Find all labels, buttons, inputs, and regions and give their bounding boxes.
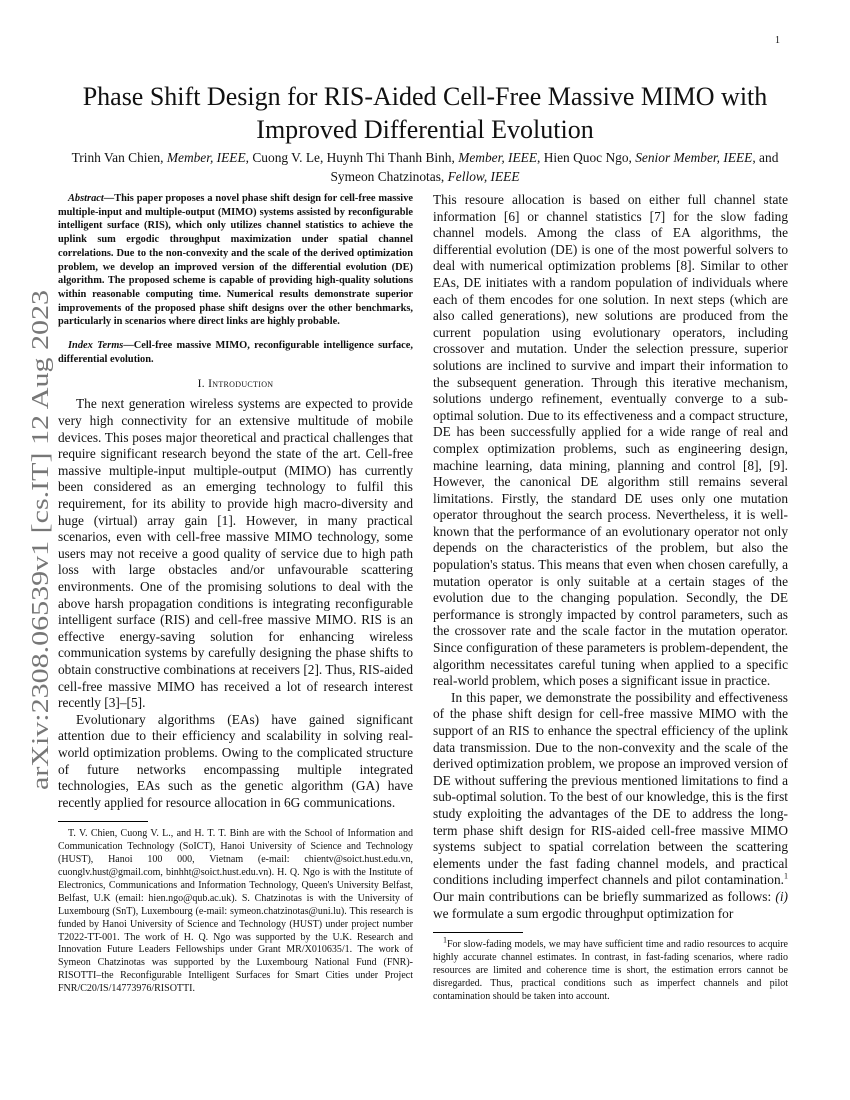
paper-title: Phase Shift Design for RIS-Aided Cell-Free Massive MIMO with Improved Differential Evolution: [82, 82, 768, 144]
arxiv-identifier-stamp: [18, 290, 58, 790]
author-membership: Member, IEEE: [458, 150, 538, 165]
abstract-label: Abstract: [68, 193, 104, 204]
list-item-marker: (i): [775, 888, 788, 904]
footnote-1: [433, 935, 788, 1004]
author-name: , and Symeon Chatzinotas,: [330, 150, 779, 184]
footnote-marker: 1: [784, 871, 788, 881]
author-name: , Hien Quoc Ngo,: [537, 150, 636, 165]
abstract: [58, 192, 413, 329]
left-column: [58, 192, 413, 996]
index-terms: [58, 339, 413, 366]
author-name: Trinh Van Chien,: [71, 150, 167, 165]
paragraph-text: we formulate a sum ergodic throughput optimization for: [433, 905, 734, 921]
arxiv-stamp-text: arXiv:2308.06539v1 [cs.IT] 12 Aug 2023: [27, 381, 54, 790]
body-paragraph: This resoure allocation is based on either full channel state information [6] or channel statistics [7] for the slow fading channel models. Among the class of EA algorithms, the differential evolution (DE) is one of the most powerful solvers to deal with numerical optimization problems [8]. Similar to other EAs, DE initiates with a random population of individuals where each of them encodes for one solution. In next steps (which are also called generations), new solutions are produced from the current population using evolutionary operators, including crossover and mutation. Under the selection pressure, superior solutions are inclined to survive and impart their information to the subsequent generation. Through this iterative mechanism, solutions undergo refinement, eventually converge to a sub-optimal solution. Due to its effectiveness and a compact structure, DE has been successfully applied for a wide range of real and complex optimization problems, such as engineering design, machine learning, data mining, planning and control [8], [9]. However, the canonical DE algorithm still remains several limitations. Firstly, the standard DE uses only one mutation operator throughout the search process. Nevertheless, it is well-known that the performance of an evolutionary operator not only depends on the characteristics of the problem, but also the population's status. This means that even when chosen carefully, a mutation operator is only suitable at a certain stages of the evolution due to the changing population. Secondly, the DE performance is strongly impacted by control parameters, such as the crossover rate and the scale factor in the mutation operator. Since configuration of these parameters is problem-dependent, the algorithm necessitates careful tuning when applied to a specific real-world problem, which poses a significant issue in practice.: [433, 192, 788, 689]
author-membership: Senior Member, IEEE: [635, 150, 753, 165]
body-paragraph-contributions: [433, 690, 788, 922]
section-title: Introduction: [208, 378, 274, 391]
intro-paragraph: The next generation wireless systems are expected to provide very high connectivity for an extensive multitude of mobile devices. This poses major theoretical and practical challenges that require significant research beyond the state of the art. Cell-free massive multiple-input multiple-output (MIMO) has currently been considered as an emerging technology to fulfil this requirement, for its ability to provide high macro-diversity and huge (virtual) array gain [1]. However, in many practical scenarios, even with cell-free massive MIMO technology, some users may not receive a good quality of service due to high path loss with large obstacles and/or unfavourable scattering environments. One of the promising solutions to deal with the above harsh propagation conditions is integrating reconfigurable intelligent surface (RIS) and cell-free massive MIMO. RIS is an effective energy-saving solution for enhancing wireless communication systems by carefully designing the phase shifts to obtain constructive combinations at receivers [2]. Thus, RIS-aided cell-free massive MIMO has received a lot of research interest recently [3]–[5].: [58, 396, 413, 711]
index-terms-label: Index Terms: [68, 340, 124, 352]
index-terms-text: —Cell-free massive MIMO, reconfigurable intelligence surface, differential evolution.: [58, 340, 413, 365]
paragraph-text: Our main contributions can be briefly summarized as follows:: [433, 888, 776, 904]
abstract-text: —This paper proposes a novel phase shift design for cell-free massive multiple-input and multiple-output (MIMO) systems assisted by reconfigurable intelligent surface (RIS), which only utilizes channel statistics to achieve the uplink sum ergodic throughput maximization under spatial channel correlations. Due to the non-convexity and the scale of the derived optimization problem, we develop an improved version of the differential evolution (DE) algorithm. The proposed scheme is capable of providing high-quality solutions within reasonable computing time. Numerical results demonstrate superior improvements of the proposed phase shift designs over the other benchmarks, particularly in scenarios where direct links are highly probable.: [58, 193, 413, 328]
author-membership: Member, IEEE: [166, 150, 246, 165]
section-number: I.: [197, 378, 209, 391]
author-membership: Fellow, IEEE: [447, 169, 520, 184]
intro-paragraph: Evolutionary algorithms (EAs) have gained significant attention due to their efficiency and scalability in solving real-world optimization problems. Owing to the complicated structure of future networks encompassing multiple integrated technologies, EAs such as the genetic algorithm (GA) have recently applied for resource allocation in 6G communications.: [58, 711, 413, 810]
author-affiliation-footnote: T. V. Chien, Cuong V. L., and H. T. T. Binh are with the School of Information and Communication Technology (SoICT), Hanoi University of Science and Technology (HUST), Hanoi 100 000, Vietnam (e-mail: chientv@soict.hust.edu.vn, cuonglv.hust@gmail.com, binhht@soict.hust.edu.vn). H. Q. Ngo is with the Institute of Electronics, Communications and Information Technology, Queen's University Belfast, Belfast, U.K (email: hien.ngo@qub.ac.uk). S. Chatzinotas is with the University of Luxembourg (SnT), Luxembourg (e-mail: symeon.chatzinotas@uni.lu). This research is funded by Hanoi University of Science and Technology (HUST) under project number T2022-TT-001. The work of H. Q. Ngo was supported by the U.K. Research and Innovation Future Leaders Fellowships under Grant MR/X010635/1. The work of Symeon Chatzinotas was supported by the Luxembourg National Fund (FNR)-RISOTTI–the Reconfigurable Intelligent Surfaces for Smart Cities under Project FNR/C20/IS/14773976/RISOTTI.: [58, 828, 413, 995]
page-number: 1: [775, 35, 780, 46]
footnote-divider: [433, 932, 523, 933]
footnote-divider: [58, 821, 148, 822]
section-heading-introduction: [58, 378, 413, 390]
footnote-marker: 1: [443, 935, 447, 945]
paragraph-text: In this paper, we demonstrate the possibility and effectiveness of the phase shift design for cell-free massive MIMO with the support of an RIS to enhance the spectral efficiency of the uplink data transmission. Due to the non-convexity and the scale of the derived optimization problem, we propose an improved version of DE without suffering the previous mentioned limitations to find a sub-optimal solution. To the best of our knowledge, this is the first study exploiting the advantages of the DE to address the long-term phase shift design for RIS-aided cell-free massive MIMO systems subject to spatial correlation between the scattering elements under the fast fading channel models, and practical conditions including imperfect channels and pilot contamination.: [433, 689, 788, 888]
author-list: [60, 148, 790, 186]
footnote-text: For slow-fading models, we may have sufficient time and radio resources to acquire highly accurate channel estimates. In contrast, in fast-fading scenarios, where radio resources are limited and coherence time is short, the estimation errors cannot be disregarded. Thus, practical conditions such as imperfect channels and pilot contamination should be taken into account.: [433, 939, 788, 1002]
author-name: , Cuong V. Le, Huynh Thi Thanh Binh,: [245, 150, 459, 165]
right-column: [433, 192, 788, 1004]
